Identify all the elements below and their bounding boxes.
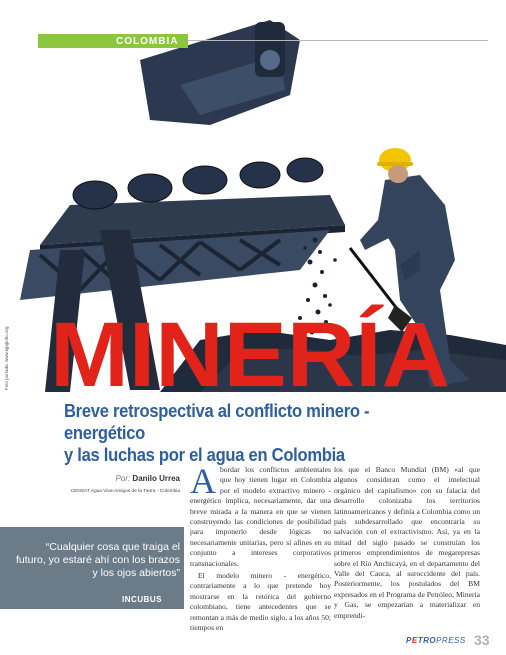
logo-press: PRESS [436,636,466,645]
byline [60,468,180,494]
logo-letter-p: P [406,636,412,645]
hero-title: MINERÍA [50,304,439,392]
quote-author: INCUBUS [122,595,162,604]
body-paragraph-2: El modelo minero - energético, contrariamente a lo que pretende hoy mostrarse en la retórica del gobierno colombiano, tiene antecedentes que se remontan a más de medio siglo, a los años 50; tiempos en [190,571,331,633]
pull-quote [0,527,184,609]
logo-letter-e: E [411,636,418,645]
headline-line-2: y las luchas por el agua en Colombia [64,445,345,465]
section-rule [188,40,488,41]
body-column-2 [334,465,480,621]
byline-prefix: Por: [115,474,133,483]
quote-text: “Cualquier cosa que traiga el futuro, yo estaré ahí con los brazos y los ojos abiertos” [16,541,181,579]
headline-line-1: Breve retrospectiva al conflicto minero - energético [64,401,370,443]
author-affiliation: CENSAT Agua Viva-Amigos de la Tierra - Colombia [70,489,180,494]
section-tag [38,34,188,48]
photo-credit: Foto portada: www.ejpglobo.org [4,326,9,390]
magazine-logo [406,636,466,645]
section-label: COLOMBIA [116,35,179,47]
body-paragraph-1: bordar los conflictos ambientales que hoy tienen lugar en Colombia por el modelo extractivo minero - energético implica, necesariamente, dar una breve mirada a la manera en que se vienen construyendo las condiciones de posibilidad para imponerlo desde lógicas no necesariamente unitarias, pero sí afines en su conjunto a intereses corporativos transnacionales. [190,465,331,568]
body-paragraph-3: los que el Banco Mundial (BM) «al que algunos consideran como el intelectual orgánico del capitalismo» con su falacia del desarrollo colonizaba los territorios latinoamericanos y definía a Colombia como un país subdesarrollado que encontraría su salvación con el extractivismo. Así, ya en la mitad del siglo pasado se construían los primeros emprendimientos de megarepresas sobre el Río Anchicayá, en el departamento del Valle del Cauca, al suroccidente del país. Posteriormente, los postulados del BM expresados en el Programa de Petróleo, Minería y Gas, se empezarían a materializar en emprendi- [334,465,480,620]
author-name: Danilo Urrea [132,474,180,483]
page-number: 33 [474,632,490,648]
body-column-1 [190,461,331,634]
logo-tro: TRO [417,636,437,645]
article-headline [64,400,450,466]
drop-cap: A [190,461,216,501]
